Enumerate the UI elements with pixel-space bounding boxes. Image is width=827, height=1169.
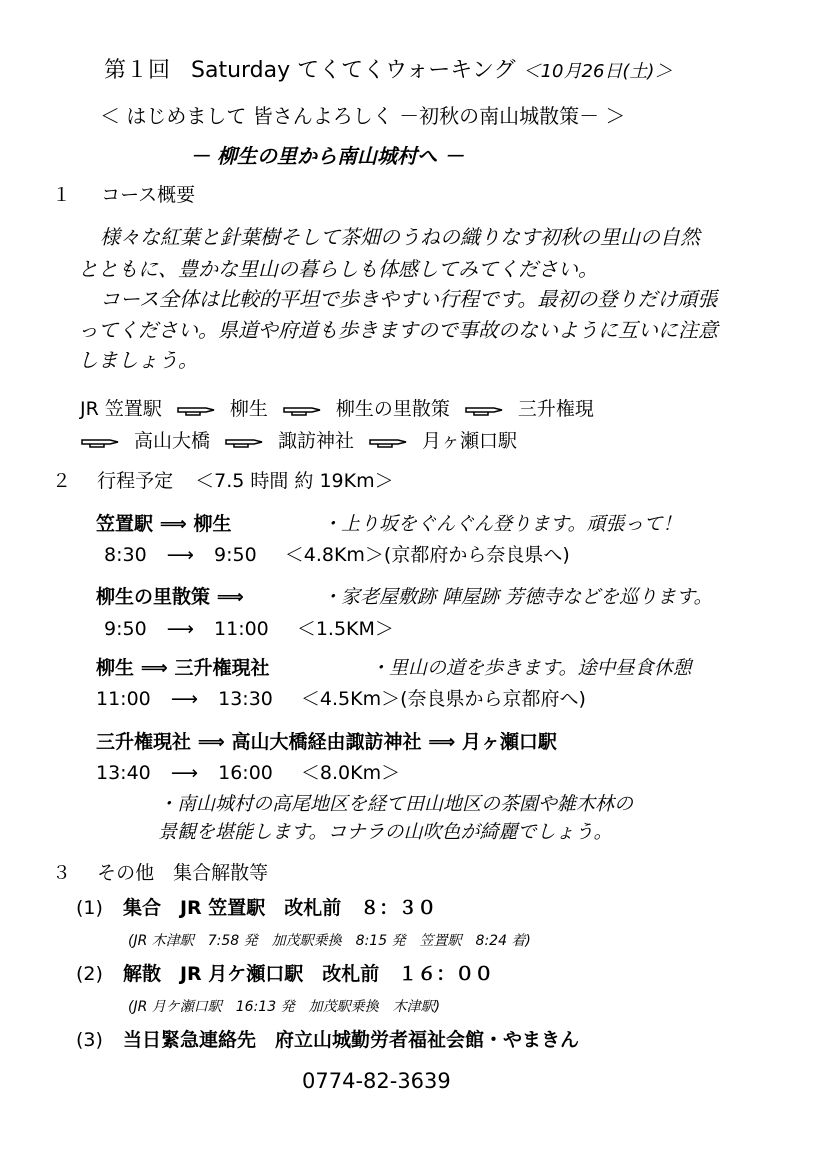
leg-distance: ＜1.5KM＞ [296, 618, 394, 640]
section1-heading [52, 186, 195, 205]
info-item-number: (3) [76, 1029, 103, 1051]
leg-times [104, 620, 394, 639]
section1-paragraph-line: ってください。県道や府道も歩きますので事故のないように互いに注意 [78, 318, 718, 342]
route-stop: 月ヶ瀬口駅 [422, 430, 518, 452]
info-item-text: 解散 JR 月ケ瀬口駅 改札前 １６：００ [122, 963, 494, 985]
leg-time-to: 11:00 [214, 618, 269, 640]
leg-route: 笠置駅 ⟹ 柳生 [96, 513, 232, 535]
info-item-number: (1) [76, 897, 103, 919]
route-stop: JR 笠置駅 [80, 398, 162, 420]
leg-final-note-line: 景観を堪能します。コナラの山吹色が綺麗でしょう。 [158, 821, 613, 843]
leg-times [104, 546, 570, 565]
pointing-hand-icon [176, 404, 216, 416]
route-stop: 柳生 [229, 398, 268, 420]
leg-distance: ＜8.0Km＞ [300, 762, 401, 784]
section3-title: その他 集合解散等 [97, 862, 269, 884]
section2-summary: ＜7.5 時間 約 19Km＞ [195, 470, 394, 492]
route-stop: 柳生の里散策 [335, 398, 450, 420]
pointing-hand-icon [368, 436, 408, 448]
leg-distance: ＜4.8Km＞(京都府から奈良県へ) [284, 544, 570, 566]
section3-heading [52, 864, 268, 883]
route-stop: 三升権現 [517, 398, 594, 420]
leg-note: ・家老屋敷跡 陣屋跡 芳徳寺などを巡ります。 [322, 586, 713, 608]
leg-note: ・里山の道を歩きます。途中昼食休憩 [370, 657, 692, 679]
leg-route: 三升権現社 ⟹ 高山大橋経由諏訪神社 ⟹ 月ヶ瀬口駅 [96, 731, 557, 753]
info-item [76, 899, 436, 918]
section1-title: コース概要 [101, 184, 196, 206]
section1-paragraph-line: とともに、豊かな里山の暮らしも体感してみてください。 [78, 257, 598, 281]
leg-time-to: 13:30 [218, 688, 273, 710]
info-item-text: 集合 JR 笠置駅 改札前 ８：３０ [122, 897, 437, 919]
pointing-hand-icon [80, 436, 120, 448]
leg-final-note-line: ・南山城村の高尾地区を経て田山地区の茶園や雑木林の [158, 793, 634, 815]
arrow-icon: ⟶ [170, 762, 199, 784]
pointing-hand-icon [224, 436, 264, 448]
document-title [104, 60, 672, 82]
info-item [76, 1031, 579, 1050]
title-date: ＜10月26日(土)＞ [522, 61, 673, 82]
leg-time-to: 9:50 [214, 544, 257, 566]
info-item [76, 965, 493, 984]
section2-heading [52, 472, 394, 491]
document-subtitle: ＜ はじめまして 皆さんよろしく －初秋の南山城散策－ ＞ [100, 104, 626, 128]
arrow-icon: ⟶ [170, 688, 199, 710]
document-theme: － 柳生の里から南山城村へ － [190, 144, 464, 168]
route-line-2 [80, 432, 517, 451]
section2-title: 行程予定 [97, 470, 174, 492]
info-item-note: (JR 木津駅 7:58 発 加茂駅乗換 8:15 発 笠置駅 8:24 着) [128, 933, 531, 949]
leg-route: 柳生の里散策 ⟹ [96, 586, 244, 608]
pointing-hand-icon [464, 404, 504, 416]
route-stop: 高山大橋 [134, 430, 211, 452]
leg-route: 柳生 ⟹ 三升権現社 [96, 657, 270, 679]
section1-paragraph-line: 様々な紅葉と針葉樹そして茶畑のうねの織りなす初秋の里山の自然 [100, 225, 700, 249]
info-item-number: (2) [76, 963, 103, 985]
leg-time-from: 8:30 [104, 544, 147, 566]
leg-time-from: 13:40 [96, 762, 151, 784]
leg-note: ・上り坂をぐんぐん登ります。頑張って！ [322, 513, 682, 535]
section1-paragraph-line: しましょう。 [78, 348, 198, 372]
section1-number: １ [52, 184, 72, 206]
route-line-1 [80, 400, 594, 419]
info-item-text: 当日緊急連絡先 府立山城勤労者福祉会館・やまきん [122, 1029, 579, 1051]
pointing-hand-icon [282, 404, 322, 416]
arrow-icon: ⟶ [166, 618, 194, 640]
section1-paragraph-line: コース全体は比較的平坦で歩きやすい行程です。最初の登りだけ頑張 [100, 287, 718, 311]
emergency-phone: 0774-82-3639 [302, 1069, 451, 1093]
leg-distance: ＜4.5Km＞(奈良県から京都府へ) [300, 688, 586, 710]
info-item-note: (JR 月ケ瀬口駅 16:13 発 加茂駅乗換 木津駅) [128, 999, 441, 1015]
leg-time-from: 11:00 [96, 688, 151, 710]
title-prefix: 第１回 [104, 58, 171, 83]
section3-number: ３ [52, 862, 72, 884]
title-event: Saturday てくてくウォーキング [191, 58, 516, 83]
leg-time-to: 16:00 [218, 762, 273, 784]
leg-time-from: 9:50 [104, 618, 147, 640]
leg-times [96, 764, 400, 783]
arrow-icon: ⟶ [166, 544, 194, 566]
leg-times [96, 690, 586, 709]
route-stop: 諏訪神社 [278, 430, 355, 452]
section2-number: ２ [52, 470, 72, 492]
